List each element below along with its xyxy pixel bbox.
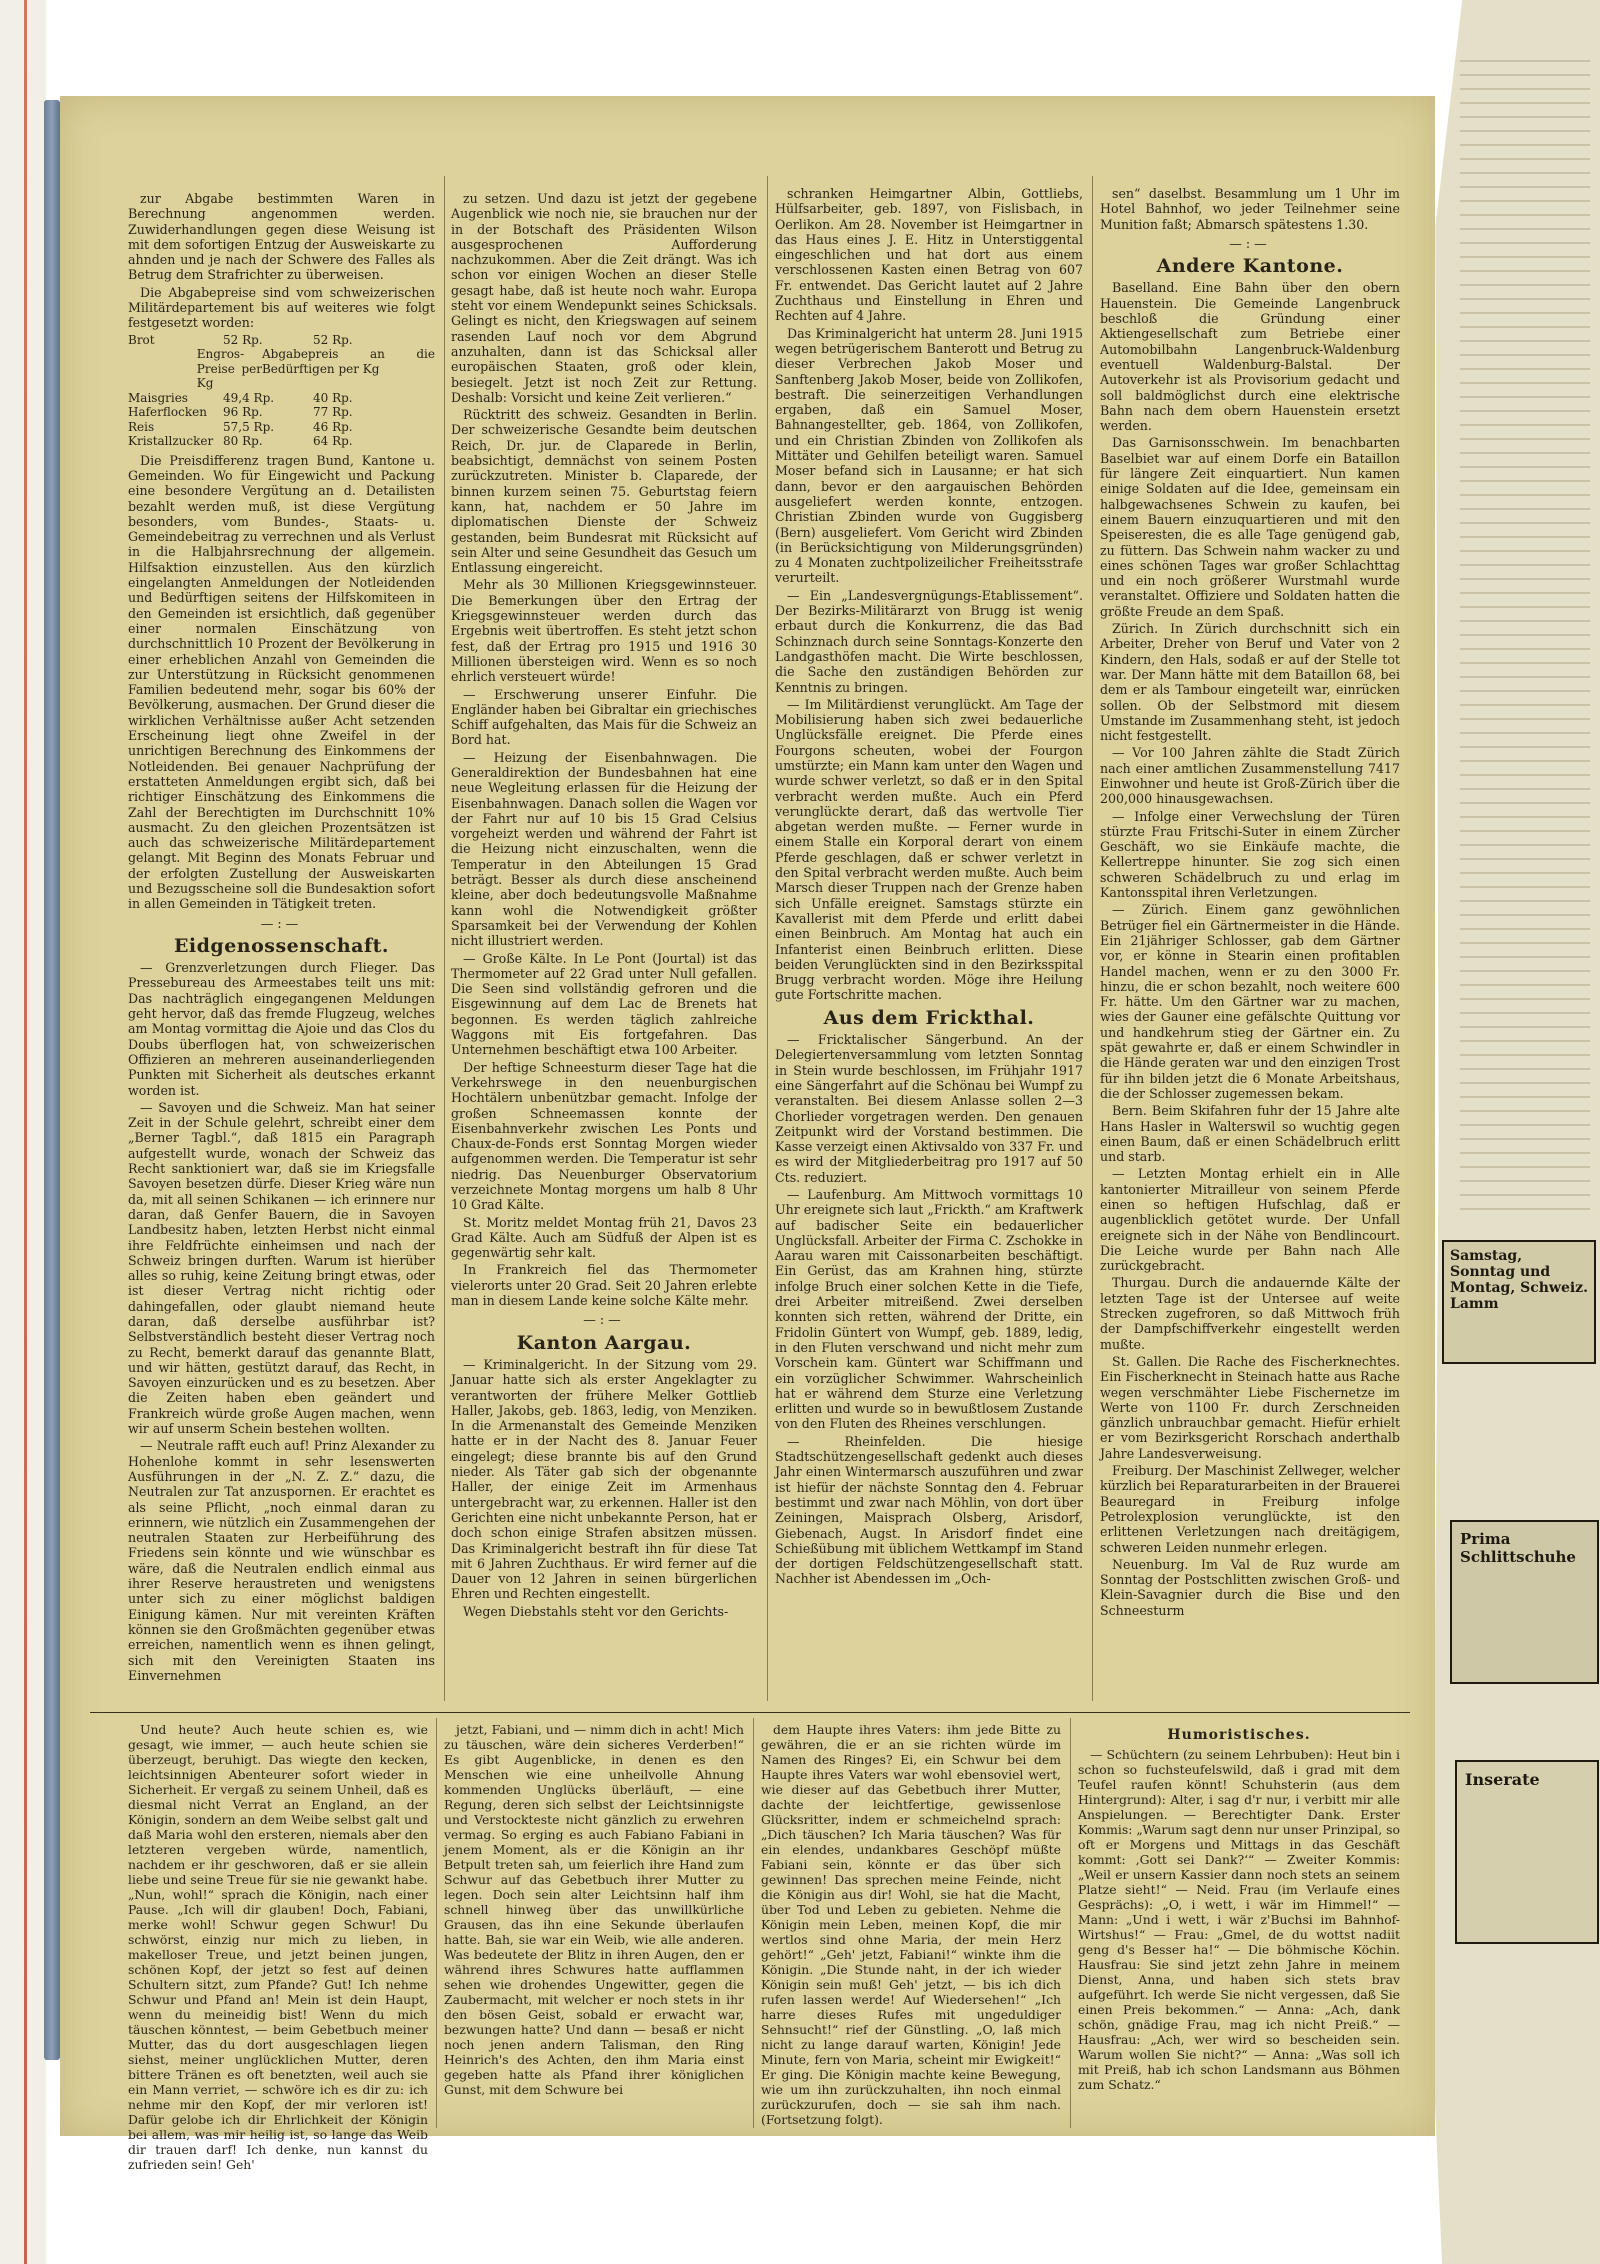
facing-page-ad-3-text: Inserate <box>1465 1770 1540 1789</box>
column-2 <box>451 191 757 1621</box>
column-rule <box>444 176 445 1701</box>
facing-page-ad-3 <box>1455 1760 1599 1944</box>
paragraph: sen“ daselbst. Besammlung um 1 Uhr im Hotel Bahnhof, wo jeder Teilnehmer seine Munition faßt; Abmarsch spätestens 1.30. <box>1100 186 1400 232</box>
feuilleton-column-3 <box>761 1722 1061 2129</box>
column-rule <box>1070 1718 1071 2128</box>
facing-page-ad-2 <box>1450 1520 1599 1684</box>
price-cell-item: Reis <box>128 419 155 434</box>
paragraph: zu setzen. Und dazu ist jetzt der gegebene Augenblick wie noch nie, sie brauchen nur der in der Botschaft des Präsidenten Wilson ausgesprochenen Aufforderung nachzukommen. Aber die Zeit drängt. Was ich schon vor einigen Wochen an dieser Stelle gesagt habe, daß ist heute noch wahr. Europa steht vor einem Wendepunkt seines Schicksals. Gelingt es nicht, den Kriegswagen auf seinem rasenden Lauf noch vor dem Abgrund anzuhalten, dann ist das Schicksal aller europäischen Staaten, groß oder klein, besiegelt. Jetzt ist noch Zeit zur Rettung. Deshalb: Vorsicht und keine Zeit verlieren.“ <box>451 191 757 405</box>
separator: —:— <box>260 915 303 931</box>
facing-page-ad-2-text: Prima Schlittschuhe <box>1460 1530 1576 1566</box>
newspaper-page <box>60 96 1435 2172</box>
paragraph: schranken Heimgartner Albin, Gottliebs, Hülfsarbeiter, geb. 1897, von Fislisbach, in Oerlikon. Am 28. November ist Heimgartner in das Haus eines J. E. Hitz in Unterstiggental eingeschlichen und hat dort aus einem verschlossenen Kasten einen Betrag von 607 Fr. entwendet. Das Gericht lautet auf 2 Jahre Zuchthaus und Einstellung in Ehren und Rechten auf 4 Jahre. <box>775 186 1083 324</box>
price-row <box>128 420 435 435</box>
section-heading-eidgenossenschaft: Eidgenossenschaft. <box>173 934 390 957</box>
paragraph: — Infolge einer Verwechslung der Türen stürzte Frau Fritschi-Suter in einem Zürcher Geschäft, wo sie Einkäufe machte, die Kellertreppe hinunter. Sie zog sich einen schweren Schädelbruch zu und erlag im Kantonsspital ihren Verletzungen. <box>1100 808 1400 901</box>
paragraph: jetzt, Fabiani, und — nimm dich in acht! Mich zu täuschen, wäre dein sicheres Verderben!“ Es gibt Augenblicke, in denen es den Menschen wie eine unheilvolle Ahnung kommenden Unglücks überläuft, — eine Regung, deren sich selbst der Leichtsinnigste und Verstockteste nicht gänzlich zu erwehren vermag. So erging es auch Fabiano Fabiani in jenem Moment, als er die Königin an ihr Betpult treten sah, um feierlich ihre Hand zum Schwur auf das Gebetbuch ihrer Mutter zu legen. Doch sein alter Leichtsinn half ihm schnell hinweg über das unwillkürliche Grausen, das ihn eine Sekunde überlaufen hatte. Bah, sie war ein Weib, wie alle anderen. Was bedeutete der Blitz in ihren Augen, den er während ihres Schwures hatte aufflammen sehen wie drohendes Ungewitter, gegen die Zaubermacht, mit welcher er noch stets in ihr den bösen Geist, sobald er erwacht war, bezwungen hatte? Und dann — besaß er nicht noch jenen andern Talisman, den Ring Heinrich's des Achten, den ihm Maria einst gegeben hatte als Pfand ihrer königlichen Gunst, mit dem Schwure bei <box>444 1722 744 2097</box>
paragraph: dem Haupte ihres Vaters: ihm jede Bitte zu gewähren, die er an sie richten würde im Namen des Ringes? Ei, ein Schwur bei dem Haupte ihres Vaters war wohl ebensoviel wert, wie dieser auf das Gebetbuch ihrer Mutter, dachte der leichtfertige, gewissenlose Glücksritter, indem er schmeichelnd sprach: „Dich täuschen? Ich Maria täuschen? Was für ein elendes, undankbares Geschöpf müßte Fabiani sein, könnte er das über sich gewinnen! Das sprechen meine Feinde, nicht die Königin aus dir! Wohl, sie hat die Macht, über Tod und Leben zu gebieten. Nehme die Königin mein Leben, meinen Kopf, die mir wertlos sind ohne Maria, der mein Herz gehört!“ „Geh' jetzt, Fabiani!“ winkte ihm die Königin. „Die Stunde naht, in der ich wieder Königin sein muß! Geh' jetzt, — bis ich dich rufen lassen werde! Auf Wiedersehen!“ „Ich harre dieses Rufes mit ungeduldiger Sehnsucht!“ rief der Günstling. „O, laß mich nicht zu lange darauf warten, Königin! Jede Minute, fern von Maria, scheint mir Ewigkeit!“ Er ging. Die Königin machte keine Bewegung, wie um ihn zurückzuhalten, ihn noch einmal zurückzurufen, doch — sie sah ihm nach. (Fortsetzung folgt). <box>761 1722 1061 2127</box>
price-row <box>128 391 435 406</box>
facing-page-ad-1-text: Samstag, Sonntag und Montag, Schweiz. Lamm <box>1450 1248 1589 1312</box>
column-rule <box>436 1718 437 2128</box>
column-rule <box>1092 176 1093 1701</box>
facing-page-text-lines <box>1460 60 1590 1210</box>
paragraph: Wegen Diebstahls steht vor den Gerichts- <box>463 1603 729 1619</box>
binding-string <box>24 0 27 2264</box>
price-cell-a: 80 Rp. <box>223 434 263 449</box>
paragraph: Thurgau. Durch die andauernde Kälte der letzten Tage ist der Untersee auf weite Strecken zugefroren, so daß Mittwoch früh der Dampfschiffverkehr eingestellt werden mußte. <box>1100 1275 1400 1352</box>
paragraph: — Große Kälte. In Le Pont (Jourtal) ist das Thermometer auf 22 Grad unter Null gefallen. Die Seen sind vollständig gefroren und die Eisgewinnung auf dem Lac de Brenets hat begonnen. Es werden täglich zahlreiche Waggons mit Eis fortgefahren. Das Unternehmen beschäftigt etwa 100 Arbeiter. <box>451 950 757 1058</box>
paragraph: Rücktritt des schweiz. Gesandten in Berlin. Der schweizerische Gesandte beim deutschen Reich, Dr. jur. de Claparede in Berlin, beabsichtigt, demnächst von seinem Posten zurückzutreten. Minister b. Claparede, der binnen kurzem seinen 75. Geburtstag feiern kann, hat, nachdem er 50 Jahre im diplomatischen Dienste der Schweiz gestanden, beim Bundesrat mit Rücksicht auf sein Alter und seine Gesundheit das Gesuch um Entlassung eingereicht. <box>451 407 757 576</box>
price-cell-b: 52 Rp. <box>313 332 353 347</box>
section-heading-kanton-aargau: Kanton Aargau. <box>516 1331 692 1354</box>
price-cell-b: 46 Rp. <box>313 419 353 434</box>
paragraph: Zürich. In Zürich durchschnitt sich ein Arbeiter, Dreher von Beruf und Vater von 2 Kindern, den Hals, sodaß er auf der Stelle tot war. Der Mann hätte mit dem Bataillon 68, bei dem er als Tambour eingeteilt war, einrücken sollen. Ob der Selbstmord mit diesem Umstande im Zusammenhang steht, ist jedoch nicht festgestellt. <box>1100 621 1400 744</box>
paragraph: St. Gallen. Die Rache des Fischerknechtes. Ein Fischerknecht in Steinach hatte aus Rache wegen verschmähter Liebe Fischernetze im Werte von 1100 Fr. durch Zerschneiden gänzlich unbrauchbar gemacht. Hiefür erhielt er vom Bezirksgericht Rorschach anderthalb Jahre Landesverweisung. <box>1100 1353 1400 1461</box>
price-row <box>128 434 435 449</box>
section-heading-frickthal: Aus dem Frickthal. <box>823 1006 1035 1029</box>
price-cell-b: 64 Rp. <box>313 434 353 449</box>
paragraph: zur Abgabe bestimmten Waren in Berechnung angenommen werden. Zuwiderhandlungen gegen diese Weisung ist mit dem sofortigen Entzug der Ausweiskarte zu ahnden und je nach der Schwere des Falles als Betrug dem Strafrichter zu überweisen. <box>128 191 435 283</box>
feuilleton-column-1 <box>128 1722 428 2174</box>
paragraph: Bern. Beim Skifahren fuhr der 15 Jahre alte Hans Hasler in Walterswil so wuchtig gegen einen Baum, daß er einen Schädelbruch erlitt und starb. <box>1100 1103 1400 1165</box>
paragraph: — Erschwerung unserer Einfuhr. Die Engländer haben bei Gibraltar ein griechisches Schiff aufgehalten, das Mais für die Schweiz an Bord hat. <box>451 686 757 748</box>
column-1 <box>128 191 435 1685</box>
paragraph: — Grenzverletzungen durch Flieger. Das Pressebureau des Armeestabes teilt uns mit: Das nachträglich eingegangenen Meldungen geht hervor, daß das fremde Flugzeug, welches am Montag vormittag die Ajoie und das Clos du Doubs überflogen hat, von schweizerischen Offizieren an mehreren auseinanderliegenden Punkten mit Sicherheit als deutsches erkannt worden ist. <box>128 960 435 1098</box>
paragraph: — Im Militärdienst verunglückt. Am Tage der Mobilisierung haben sich zwei bedauerliche Unglücksfälle ereignet. Die Pferde eines Fourgons scheuten, wobei der Fourgon umstürzte; ein Mann kam unter den Wagen und wurde schwer verletzt, so daß er in den Spital verbracht werden mußte. Auch ein Pferd verunglückte derart, daß das wertvolle Tier abgetan werden mußte. — Ferner wurde in einem Stalle ein Korporal derart von einem Pferde geschlagen, daß er schwer verletzt in den Spital verbracht werden mußte. Auch beim Marsch dieser Truppen nach der Grenze haben sich Unfälle ereignet. Samstags stürzte ein Kavallerist mit dem Pferde und erlitt dabei einen Beinbruch. Am Montag hat auch ein Infanterist einen Beinbruch erlitten. Diese beiden Verunglückten sind in den Bezirksspital Brugg verbracht worden. Möge ihre Heilung gute Fortschritte machen. <box>775 696 1083 1003</box>
price-cell-a: 49,4 Rp. <box>223 390 275 405</box>
paragraph: — Zürich. Einem ganz gewöhnlichen Betrüger fiel ein Gärtnermeister in die Hände. Ein 21jähriger Schlosser, gab dem Gärtner vor, er könne in Stearin einen profitablen Handel machen, wenn er zu den 3000 Fr. hinzu, die er schon bezahlt, noch weitere 600 Fr. hätte. Um den Gärtner war zu machen, wies der Gauner eine gefälschte Quittung vor und handkehrum stieg der Gärtner ein. Zu spät gewahrte er, daß er einem Schwindler in die Hände geraten war und den einzigen Trost für ihn bilden jetzt die 6 Monate Arbeitshaus, die der Schlosser zugemessen bekam. <box>1100 902 1400 1101</box>
separator: —:— <box>1229 235 1271 251</box>
paragraph: — Schüchtern (zu seinem Lehrbuben): Heut bin i schon so fuchsteufelswild, daß i grad mit dem Teufel raufen könnt! Schuhsterin (aus dem Hintergrund): Alter, i sag d'r nur, i verbitt mir alle Anspielungen. — Berechtigter Dank. Erster Kommis: „Warum sagt denn nur unser Prinzipal, so oft er Morgens und Mittags in das Geschäft kommt: ‚Gott sei Dank?‘“ — Zweiter Kommis: „Weil er unsern Kassier dann noch stets an seinem Platze sieht!“ — Neid. Frau (im Verlaufe eines Gesprächs): „O, i wett, i wär im Himmel!“ — Mann: „Und i wett, i wär z'Buchsi im Bahnhof-Wirtshus!“ — Frau: „Gmel, de du wottst nadiit geng d's Besser ha!“ — Die böhmische Köchin. Hausfrau: Sie sind jetzt zehn Jahre in meinem Dienst, Anna, und haben sich stets brav aufgeführt. Ich werde Sie nicht vergessen, daß Sie einen Preis bekommen.“ — Anna: „Ach, dank schön, gnädige Frau, mag ich nicht Preiß.“ — Hausfrau: „Ach, wer wird so bescheiden sein. Warum wollen Sie nicht?“ — Anna: „Was soll ich mit Preiß, hab ich schon Landsmann aus Böhmen zum Schatz.“ <box>1078 1747 1400 2092</box>
feuilleton-column-4 <box>1078 1722 1400 2094</box>
price-row <box>128 405 435 420</box>
paragraph: Freiburg. Der Maschinist Zellweger, welcher kürzlich bei Reparaturarbeiten in der Brauerei Beauregard in Freiburg infolge Petrolexplosion verunglückte, ist den erlittenen Verletzungen nach dreitägigem, schweren Leiden nunmehr erlegen. <box>1100 1463 1400 1555</box>
price-row <box>128 333 435 348</box>
feuilleton-rule <box>90 1712 1410 1713</box>
price-cell-b: Abgabepreis an die Bedürftigen per Kg <box>261 347 435 376</box>
price-cell-b: 77 Rp. <box>313 405 353 420</box>
paragraph: Baselland. Eine Bahn über den obern Hauenstein. Die Gemeinde Langenbruck beschloß die Gründung einer Aktiengesellschaft zum Betriebe einer Automobilbahn Langenbruck-Waldenburg eventuell Waldenburg-Balstal. Der Autoverkehr ist als Provisorium gedacht und soll baldmöglichst durch eine elektrische Bahn nach dem obern Hauenstein ersetzt werden. <box>1100 280 1400 434</box>
paragraph: — Ein „Landesvergnügungs-Etablissement“. Der Bezirks-Militärarzt von Brugg ist wenig erbaut durch die Konkurrenz, die das Bad Schinznach durch seine Sonntags-Konzerte den Landgasthöfen macht. Die Wirte beschlossen, die Sache den zuständigen Behörden zur Kenntnis zu bringen. <box>775 587 1083 695</box>
paragraph: — Neutrale rafft euch auf! Prinz Alexander zu Hohenlohe kommt in sehr lesenswerten Ausführungen in der „N. Z. Z.“ dazu, die Neutralen zur Tat anzuspornen. Er erachtet es als seine Pflicht, „noch einmal daran zu erinnern, wie nützlich ein Zusammengehen der neutralen Staaten zur Herbeiführung des Friedens sein könnte und wie wünschbar es wäre, daß die Neutralen endlich einmal aus ihrer Reserve heraustreten und wenigstens unter sich zu einer möglichst baldigen Einigung kämen. Nur mit vereinten Kräften können sie den Großmächten gegenüber etwas erreichen, namentlich wenn es ihnen gelingt, sich mit den Vereinigten Staaten ins Einvernehmen <box>128 1438 435 1683</box>
separator: —:— <box>583 1312 625 1328</box>
paragraph: Der heftige Schneesturm dieser Tage hat die Verkehrswege in den neuenburgischen Hochtälern unbenützbar gemacht. Infolge der großen Schneemassen konnte der Eisenbahnverkehr zwischen Les Ponts und Chaux-de-Fonds erst Sonntag Morgen wieder aufgenommen werden. Die Temperatur ist sehr niedrig. Das Neuenburger Observatorium verzeichnete Montag morgens um halb 8 Uhr 10 Grad Kälte. <box>451 1059 757 1213</box>
paragraph: — Letzten Montag erhielt ein in Alle kantonierter Mitrailleur von seinem Pferde einen so heftigen Hufschlag, daß er augenblicklich getötet wurde. Der Unfall ereignete sich in der Nähe von Bendlincourt. Die Leiche wurde per Bahn nach Alle zurückgebracht. <box>1100 1166 1400 1274</box>
paragraph: Die Abgabepreise sind vom schweizerischen Militärdepartement bis auf weiteres wie folgt festgesetzt worden: <box>128 284 435 331</box>
paragraph: — Vor 100 Jahren zählte die Stadt Zürich nach einer amtlichen Zusammenstellung 7417 Einwohner und heute ist Groß-Zürich über die 200,000 hinausgewachsen. <box>1100 745 1400 807</box>
price-cell-a: Engros-Preise per Kg <box>196 347 262 391</box>
paragraph: Neuenburg. Im Val de Ruz wurde am Sonntag der Postschlitten zwischen Groß- und Klein-Savagnier durch die Bise und den Schneesturm <box>1100 1556 1400 1618</box>
price-cell-item: Brot <box>128 332 155 347</box>
paragraph: Und heute? Auch heute schien es, wie gesagt, wie immer, — auch heute schien sie überzeugt, beruhigt. Das wiegte den kecken, leichtsinnigen Abenteurer sofort wieder in Sicherheit. Er vergaß zu seinem Unheil, daß es diesmal nicht Verrat an England, an der Königin, sondern an dem Weibe selbst galt und daß Maria wohl den ersteren, niemals aber den letzteren vergeben würde, namentlich, nachdem er ihr geschworen, daß er sie allein liebe und seine Treue für sie nie gewankt habe. „Nun, wohl!“ sprach die Königin, nach einer Pause. „Ich will dir glauben! Doch, Fabiani, merke wohl! Schwur gegen Schwur! Du schwörst, einzig nur mich zu lieben, in makelloser Treue, und jetzt beinen jungen, schönen Kopf, der jetzt so fest auf deinen Schultern sitzt, zum Pfande? Gut! Ich nehme Schwur und Pfand an! Mein ist dein Haupt, wenn du meineidig bist! Wenn du mich täuschen könntest, — beim Gebetbuch meiner Mutter, das du dort ausgeschlagen liegen siehst, meiner unglücklichen Mutter, deren bittere Tränen es oft benetzten, weil auch sie ein Mann verriet, — schwöre ich es dir zu: ich nehme mir den Kopf, der mir verloren ist! Dafür gelobe ich dir Ehrlichkeit der Königin bei allem, was mir heilig ist, so lange das Weib dir trauen darf! Ich denke, nun kannst du zufrieden sein! Geh' <box>128 1722 428 2172</box>
paragraph: — Rheinfelden. Die hiesige Stadtschützengesellschaft gedenkt auch dieses Jahr einen Wintermarsch auszuführen und zwar ist hiefür der nächste Sonntag den 4. Februar bestimmt und zwar nach Möhlin, von dort über Zeiningen, Maisprach Olsberg, Arisdorf, Giebenach, Augst. In Arisdorf findet eine Schießübung mit üblichem Wettkampf im Stand der dortigen Feldschützengesellschaft statt. Nachher ist Abendessen im „Och- <box>775 1433 1083 1587</box>
book-binding <box>44 100 60 2060</box>
paragraph: Das Garnisonsschwein. Im benachbarten Baselbiet war auf einem Dorfe ein Bataillon für längere Zeit einquartiert. Nun kamen einige Soldaten auf die Idee, gemeinsam ein halbgewachsenes Schwein zu kaufen, bei einem Bauern einzuquartieren und mit den Speiseresten, die es alle Tage genügend gab, zu füttern. Das Schwein nahm wacker zu und eines schönen Tages war großer Schlachttag und ein noch größerer Wurstmahl wurde veranstaltet. Offiziere und Soldaten hatten die größte Freude an dem Spaß. <box>1100 435 1400 619</box>
price-row <box>128 347 435 391</box>
paragraph: — Heizung der Eisenbahnwagen. Die Generaldirektion der Bundesbahnen hat eine neue Wegleitung erlassen für die Heizung der Eisenbahnwagen. Danach sollen die Wagen vor der Fahrt nur auf 10 bis 15 Grad Celsius vorgeheizt werden und während der Fahrt ist die Heizung nicht einzuschalten, wenn die Temperatur in den Abteilungen 15 Grad beträgt. Besser als durch diese anscheinend kleine, aber doch bedeutungsvolle Maßnahme kann wohl die Notwendigkeit größter Sparsamkeit bei der Verwendung der Kohlen nicht illustriert werden. <box>451 749 757 949</box>
column-3 <box>775 186 1083 1589</box>
price-cell-a: 52 Rp. <box>223 332 263 347</box>
price-cell-item <box>128 347 197 391</box>
price-table <box>128 333 435 449</box>
paragraph: Das Kriminalgericht hat unterm 28. Juni 1915 wegen betrügerischem Banterott und Betrug zu dieser Verbrechen Jakob Moser und Sanftenberg Jakob Moser, beide von Zollikofen, bestraft. Die seinerzeitigen Verhandlungen ergaben, daß ein Samuel Moser, Bahnangestellter, geb. 1864, von Zollikofen, und ein Christian Zbinden von Zollikofen als Mittäter und Gehilfen beteiligt waren. Samuel Moser befand sich in Lausanne; er hat sich dann, bevor er den aargauischen Behörden ausgeliefert werden konnte, entzogen. Christian Zbinden wurde von Guggisberg (Bern) ausgeliefert. Vom Gericht wird Zbinden (in Berücksichtigung von Milderungsgründen) zu 4 Monaten zuchtpolizeilicher Freiheitsstrafe verurteilt. <box>775 325 1083 586</box>
paragraph: — Laufenburg. Am Mittwoch vormittags 10 Uhr ereignete sich laut „Frickth.“ am Kraftwerk auf badischer Seite ein bedauerlicher Unglücksfall. Arbeiter der Firma C. Zschokke in Aarau waren mit Caissonarbeiten beschäftigt. Ein Gerüst, das am Krahnen hing, stürzte infolge Bruch einer solchen Kette in die Tiefe, drei Arbeiter mitreißend. Zwei derselben konnten sich retten, während der Dritte, ein Fridolin Güntert von Wumpf, geb. 1889, ledig, in den Fluten verschwand und nicht mehr zum Vorschein kam. Güntert war Schiffmann und ein vorzüglicher Schwimmer. Wahrscheinlich hat er während dem Sturze eine Verletzung erlitten und wurde so in bewußtlosem Zustande von den Fluten des Rheines verschlungen. <box>775 1187 1083 1432</box>
scan-background <box>0 0 46 2264</box>
feuilleton-column-2 <box>444 1722 744 2099</box>
price-cell-item: Kristallzucker <box>128 434 214 449</box>
price-cell-item: Haferflocken <box>128 405 207 420</box>
column-rule <box>753 1718 754 2128</box>
section-heading-andere-kantone: Andere Kantone. <box>1156 255 1344 278</box>
column-4 <box>1100 186 1400 1620</box>
paragraph: St. Moritz meldet Montag früh 21, Davos 23 Grad Kälte. Auch am Südfuß der Alpen ist es gegenwärtig sehr kalt. <box>451 1214 757 1261</box>
paragraph: — Fricktalischer Sängerbund. An der Delegiertenversammlung vom letzten Sonntag in Stein wurde beschlossen, im Frühjahr 1917 eine Sängerfahrt auf die Schönau bei Wumpf zu veranstalten. Bei diesem Anlasse sollen 2—3 Chorlieder vorgetragen werden. Den genauen Zeitpunkt wird der Vorstand bestimmen. Die Kasse verzeigt einen Aktivsaldo von 337 Fr. und es wird der Mitgliederbeitrag pro 1917 auf 50 Cts. reduziert. <box>775 1032 1083 1185</box>
paragraph: — Savoyen und die Schweiz. Man hat seiner Zeit in der Schule gelehrt, schreibt einer dem „Berner Tagbl.“, daß 1815 ein Paragraph aufgestellt wurde, wonach der Schweiz das Recht sanktioniert war, daß sie im Kriegsfalle Savoyen besetzen dürfe. Dieser Krieg wäre nun da, mit all seinen Schikanen — ich erinnere nur daran, daß Genfer Bauern, die in Savoyen Landbesitz haben, letzten Herbst nicht einmal ihre Feldfrüchte einheimsen und nach der Schweiz bringen durften. Warum ist hierüber alles so ruhig, keine Zeitung bringt etwas, oder ist dieser Vertrag nicht richtig oder dahingefallen, oder glaubt niemand heute daran, daß derselbe ausführbar ist? Selbstverständlich besteht dieser Vertrag noch zu Recht, bemerkt darauf das genannte Blatt, und wir hätten, gestützt darauf, das Recht, in Savoyen einzurücken und es zu besetzen. Aber die Zeiten haben eben geändert und Frankreich würde große Augen machen, wenn wir auf unserm Schein bestehen wollten. <box>128 1099 435 1437</box>
facing-page-ad-1 <box>1442 1240 1596 1364</box>
column-rule <box>767 176 768 1701</box>
section-heading-humoristisches: Humoristisches. <box>1167 1727 1311 1743</box>
paragraph: Die Preisdifferenz tragen Bund, Kantone u. Gemeinden. Wo für Eingewicht und Packung eine besondere Vergütung an d. Detailisten bezahlt werden muß, ist diese Vergütung besonders, vom Bundes-, Staats- u. Gemeindebeitrag zu verrechnen und als Verlust in die Halbjahrsrechnung der allgemein. Hilfsaktion einzustellen. Aus den kürzlich eingelangten Anmeldungen der Notleidenden und Bedürftigen seitens der Hilfskomiteen in den Gemeinden ist ersichtlich, daß gegenüber einer normalen Einschätzung von durchschnittlich 10 Prozent der Bevölkerung in einer erheblichen Anzahl von Gemeinden die zur Unterstützung in Rücksicht genommenen Familien bedeutend mehr, sogar bis 60% der Bevölkerung, ausmachen. Der Grund dieser die wirklichen Verhältnisse außer Acht setzenden Erscheinung liegt ohne Zweifel in der unrichtigen Berechnung des Einkommens der Notleidenden. Bei genauer Nachprüfung der erstatteten Anmeldungen ergibt sich, daß bei richtiger Einschätzung des Einkommens die Zahl der Berechtigten im Durchschnitt 10% ausmacht. Zu den gleichen Prozentsätzen ist auch das schweizerische Militärdepartement gelangt. Mit Beginn des Monats Februar und der erfolgten Zustellung der Ausweiskarten und Bezugsscheine soll die Bundesaktion sofort in allen Gemeinden in Tätigkeit treten. <box>128 452 435 912</box>
price-cell-a: 96 Rp. <box>223 405 263 420</box>
price-cell-item: Maisgries <box>128 390 188 405</box>
paragraph: — Kriminalgericht. In der Sitzung vom 29. Januar hatte sich als erster Angeklagter zu verantworten der frühere Melker Gottlieb Haller, Jakobs, geb. 1863, ledig, von Menziken. In die Armenanstalt des Gemeinde Menziken hatte er in der Nacht des 8. Januar Feuer eingelegt; diese brannte bis auf den Grund nieder. Als Täter gab sich der obgenannte Haller, der einige Zeit im Armenhaus untergebracht war, zu erkennen. Haller ist den Gerichten eine nicht unbekannte Person, hat er doch schon einige Strafen absitzen müssen. Das Kriminalgericht bestraft ihn für diese Tat mit 6 Jahren Zuchthaus. Er wird ferner auf die Dauer von 12 Jahren in seinen bürgerlichen Ehren und Rechten eingestellt. <box>451 1356 757 1602</box>
paragraph: In Frankreich fiel das Thermometer vielerorts unter 20 Grad. Seit 20 Jahren erlebte man in diesem Lande keine solche Kälte mehr. <box>451 1262 757 1309</box>
price-cell-b: 40 Rp. <box>313 390 353 405</box>
paragraph: Mehr als 30 Millionen Kriegsgewinnsteuer. Die Bemerkungen über den Ertrag der Kriegsgewinnsteuer werden durch das Ergebnis weit übertroffen. Es steht jetzt schon fest, daß der Ertrag pro 1915 und 1916 30 Millionen übersteigen wird. Wenn es so noch ehrlich versteuert würde! <box>451 577 757 685</box>
price-cell-a: 57,5 Rp. <box>223 419 275 434</box>
